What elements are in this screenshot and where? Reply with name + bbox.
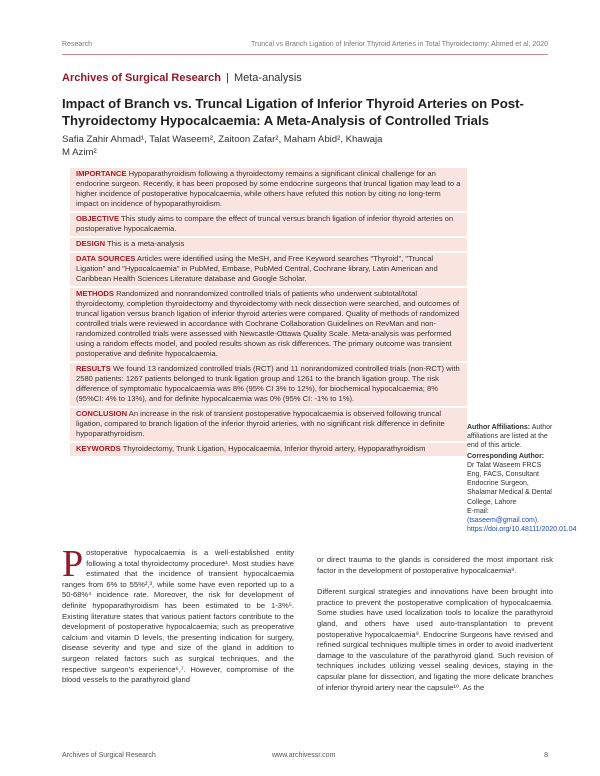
abstract-data-sources bbox=[70, 253, 467, 286]
section-label: CONCLUSION bbox=[76, 409, 128, 418]
body-column-right bbox=[317, 555, 553, 693]
abstract-keywords bbox=[70, 443, 467, 456]
abstract-methods bbox=[70, 288, 467, 361]
abstract-importance bbox=[70, 168, 467, 211]
body-paragraph: ostoperative hypocalcaemia is a well-established entity following a total thyroidectomy procedure¹. Most studies have estimated that the incidence of transient hypocalcaemia ranges from 6% to 55%²,³, while some have even reported up to a 50-68%⁴ incidence rate. Moreover, the risk for development of definite hypoparathyroidism has been estimated to be 1-3%⁵. Existing literature states that various patient factors contribute to the development of postoperative hypocalcaemia; such as preoperative calcium and vitamin D levels, the presenting indication for surgery, disease severity and type and size of the gland in addition to surgeon related factors such as surgical techniques, and the respective surgeon's experience⁶,⁷. However, compromise of the blood vessels to the parathyroid gland bbox=[62, 548, 294, 685]
section-label: OBJECTIVE bbox=[76, 214, 120, 223]
running-header-section: Research bbox=[62, 41, 92, 48]
section-text: An increase in the risk of transient postoperative hypocalcaemia is observed following truncal ligation, compared to branch ligation of the inferior thyroid arteries, with no significant risk difference in definite hypoparathyroidism. bbox=[76, 409, 445, 438]
abstract-conclusion bbox=[70, 408, 467, 441]
abstract-objective bbox=[70, 213, 467, 236]
author-info-sidebar bbox=[467, 423, 577, 534]
section-text: Hypoparathyroidism following a thyroidectomy remains a significant clinical challenge for an endocrine surgeon. Recently, it has been proposed by some endocrine surgeons that truncal ligation may lead to a higher incidence of postoperative hypocalcaemia, while others have refuted this notion by citing no long-term impact on incidence of hypoparathyroidism. bbox=[76, 169, 461, 208]
article-title: Impact of Branch vs. Truncal Ligation of Inferior Thyroid Arteries on Post-Thyroidectomy Hypocalcaemia: A Meta-Analysis of Controlled Trials bbox=[62, 96, 524, 128]
section-text: This is a meta-analysis bbox=[107, 239, 185, 248]
running-header bbox=[62, 41, 548, 53]
corresponding-author-label: Corresponding Author: bbox=[467, 452, 545, 460]
body-paragraph: Different surgical strategies and innovations have been brought into practice to prevent the postoperative complication of hypocalcaemia. Some studies have used localization tools to localize the parathyroid gland, and others have used auto-transplantation to prevent postoperative hypocalcaemia⁹. Endocrine Surgeons have revised and refined surgical techniques multiple times in order to avoid inadvertent damage to the vasculature of the parathyroid gland. Such revision of techniques includes utilizing vessel sealing devices, staying in the capsular plane for dissection, and ligating the more delicate branches of inferior thyroid artery near the capsule¹⁰. As the bbox=[317, 587, 553, 692]
body-column-left bbox=[62, 543, 294, 686]
article-type: Meta-analysis bbox=[233, 72, 302, 84]
email-link[interactable]: (tsaseem@gmail.com). bbox=[467, 517, 540, 525]
section-text: We found 13 randomized controlled trials (RCT) and 11 nonrandomized controlled trials (non-RCT) with 2580 patients: 1267 patients belonged to trunk ligation group and 1261 to the branch ligation group. The risk difference of symptomatic hypocalcaemia was 8% (95% CI 3% to 12%), for biochemical hypocalcaemia; 8% (95%CI: 4% to 13%), and for definite hypocalcaemia was 0% (95% CI: -1% to 1%). bbox=[76, 364, 460, 403]
running-header-citation: Truncal vs Branch Ligation of Inferior Thyroid Arteries in Total Thyroidectomy: Ahmed et al, 2020 bbox=[250, 41, 548, 48]
drop-cap: P bbox=[62, 543, 84, 585]
page-footer bbox=[62, 752, 548, 762]
section-label: METHODS bbox=[76, 289, 114, 298]
body-paragraph: or direct trauma to the glands is considered the most important risk factor in the development of postoperative hypocalcaemia⁸. bbox=[317, 555, 553, 575]
abstract-design bbox=[70, 238, 467, 251]
section-label: IMPORTANCE bbox=[76, 169, 127, 178]
abstract bbox=[70, 168, 467, 456]
page-number: 8 bbox=[544, 752, 548, 759]
section-label: DATA SOURCES bbox=[76, 254, 136, 263]
footer-website[interactable]: www.archivessr.com bbox=[272, 752, 336, 759]
doi-link[interactable]: https://doi.org/10.48111/2020.01.04 bbox=[467, 526, 577, 534]
header-divider bbox=[62, 54, 548, 55]
section-label: DESIGN bbox=[76, 239, 106, 248]
affiliations-label: Author Affiliations: bbox=[467, 424, 531, 431]
journal-name: Archives of Surgical Research bbox=[62, 72, 221, 84]
journal-separator: | bbox=[226, 72, 229, 84]
affiliations-text: Author affiliations are listed at the end of this article. bbox=[467, 424, 553, 450]
section-text: Articles were identified using the MeSH, and Free Keyword searches "Thyroid", "Truncal Ligation" and "Hypocalcaemia" in PubMed, Embase, PubMed Central, Cochrane library, Latin American and Caribbean Health Sciences Literature database and Google Scholar. bbox=[76, 254, 438, 283]
journal-line bbox=[62, 72, 302, 84]
section-label: KEYWORDS bbox=[76, 444, 121, 453]
footer-journal: Archives of Surgical Research bbox=[62, 752, 156, 759]
section-label: RESULTS bbox=[76, 364, 111, 373]
section-text: This study aims to compare the effect of truncal versus branch ligation of inferior thyroid arteries on postoperative hypocalcaemia. bbox=[76, 214, 454, 233]
email-prefix: E-mail: bbox=[467, 507, 489, 515]
author-list: Safia Zahir Ahmad¹, Talat Waseem², Zaitoon Zafar², Maham Abid², Khawaja M Azim² bbox=[62, 134, 383, 158]
abstract-results bbox=[70, 363, 467, 406]
section-text: Thyroidectomy, Trunk Ligation, Hypocalcaemia, Inferior thyroid artery, Hypoparathyroidism bbox=[122, 444, 426, 453]
section-text: Randomized and nonrandomized controlled trials of patients who underwent subtotal/total thyroidectomy, completion thyroidectomy and thyroidectomy with neck dissection were searched, and outcomes of truncal ligation versus branch ligation of inferior thyroid arteries were compared. Quality of methods of randomized controlled trials were reviewed in accordance with Cochrane Collaboration Guidelines on RevMan and non-randomized controlled trials were assessed with Newcastle-Ottawa Quality Scale. Meta-analysis was performed using a random effects model, and pooled results shown as risk differences. The primary outcome was transient postoperative and definite hypocalcaemia. bbox=[76, 289, 460, 358]
email-line bbox=[467, 507, 557, 525]
corresponding-author-text: Dr Talat Waseem FRCS Eng, FACS, Consultant Endocrine Surgeon, Shalamar Medical & Dental College, Lahore bbox=[467, 461, 552, 506]
